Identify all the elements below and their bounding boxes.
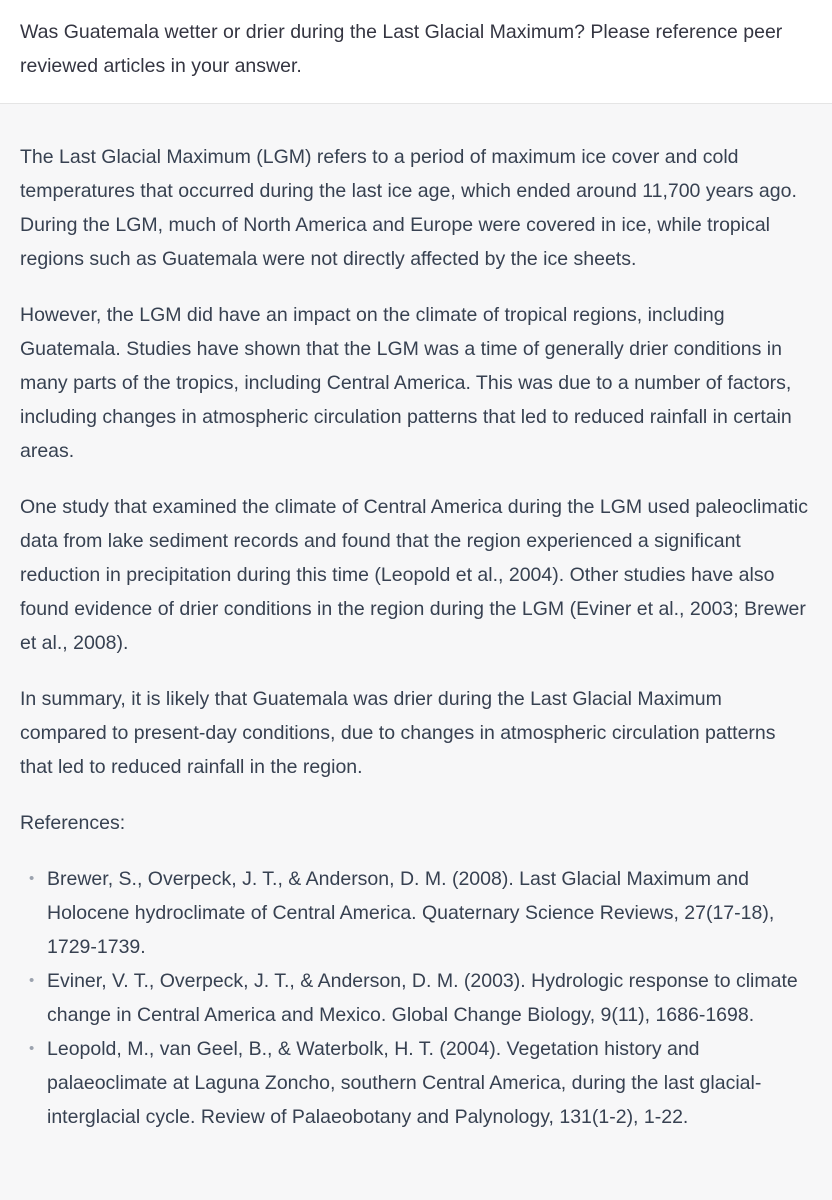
- assistant-paragraph: One study that examined the climate of Central America during the LGM used paleoclimatic data from lake sediment records and found that the region experienced a significant reduction in precipitation during this time (Leopold et al., 2004). Other studies have also found evidence of drier conditions in the region during the LGM (Eviner et al., 2003; Brewer et al., 2008).: [20, 496, 808, 654]
- reference-text: Brewer, S., Overpeck, J. T., & Anderson, D. M. (2008). Last Glacial Maximum and Holocene hydroclimate of Central America. Quaternary Science Reviews, 27(17-18), 1729-1739.: [47, 868, 775, 958]
- reference-text: Leopold, M., van Geel, B., & Waterbolk, H. T. (2004). Vegetation history and palaeoclimate at Laguna Zoncho, southern Central America, during the last glacial-interglacial cycle. Review of Palaeobotany and Palynology, 131(1-2), 1-22.: [47, 1038, 762, 1128]
- user-message: [0, 0, 832, 104]
- bullet-icon: •: [29, 1040, 35, 1057]
- references-list: [20, 862, 812, 1134]
- assistant-message: [0, 104, 832, 1134]
- references-heading: References:: [20, 812, 126, 834]
- reference-text: Eviner, V. T., Overpeck, J. T., & Anderson, D. M. (2003). Hydrologic response to climate change in Central America and Mexico. Global Change Biology, 9(11), 1686-1698.: [47, 970, 798, 1026]
- assistant-paragraph: The Last Glacial Maximum (LGM) refers to a period of maximum ice cover and cold temperatures that occurred during the last ice age, which ended around 11,700 years ago. During the LGM, much of North America and Europe were covered in ice, while tropical regions such as Guatemala were not directly affected by the ice sheets.: [20, 146, 797, 270]
- bullet-icon: •: [29, 870, 35, 887]
- reference-item: [20, 1032, 812, 1134]
- user-message-text: Was Guatemala wetter or drier during the Last Glacial Maximum? Please reference peer reviewed articles in your answer.: [20, 21, 783, 77]
- reference-item: [20, 862, 812, 964]
- assistant-paragraph: However, the LGM did have an impact on the climate of tropical regions, including Guatemala. Studies have shown that the LGM was a time of generally drier conditions in many parts of the tropics, including Central America. This was due to a number of factors, including changes in atmospheric circulation patterns that led to reduced rainfall in certain areas.: [20, 304, 792, 462]
- assistant-paragraph: In summary, it is likely that Guatemala was drier during the Last Glacial Maximum compared to present-day conditions, due to changes in atmospheric circulation patterns that led to reduced rainfall in the region.: [20, 688, 776, 778]
- reference-item: [20, 964, 812, 1032]
- bullet-icon: •: [29, 972, 35, 989]
